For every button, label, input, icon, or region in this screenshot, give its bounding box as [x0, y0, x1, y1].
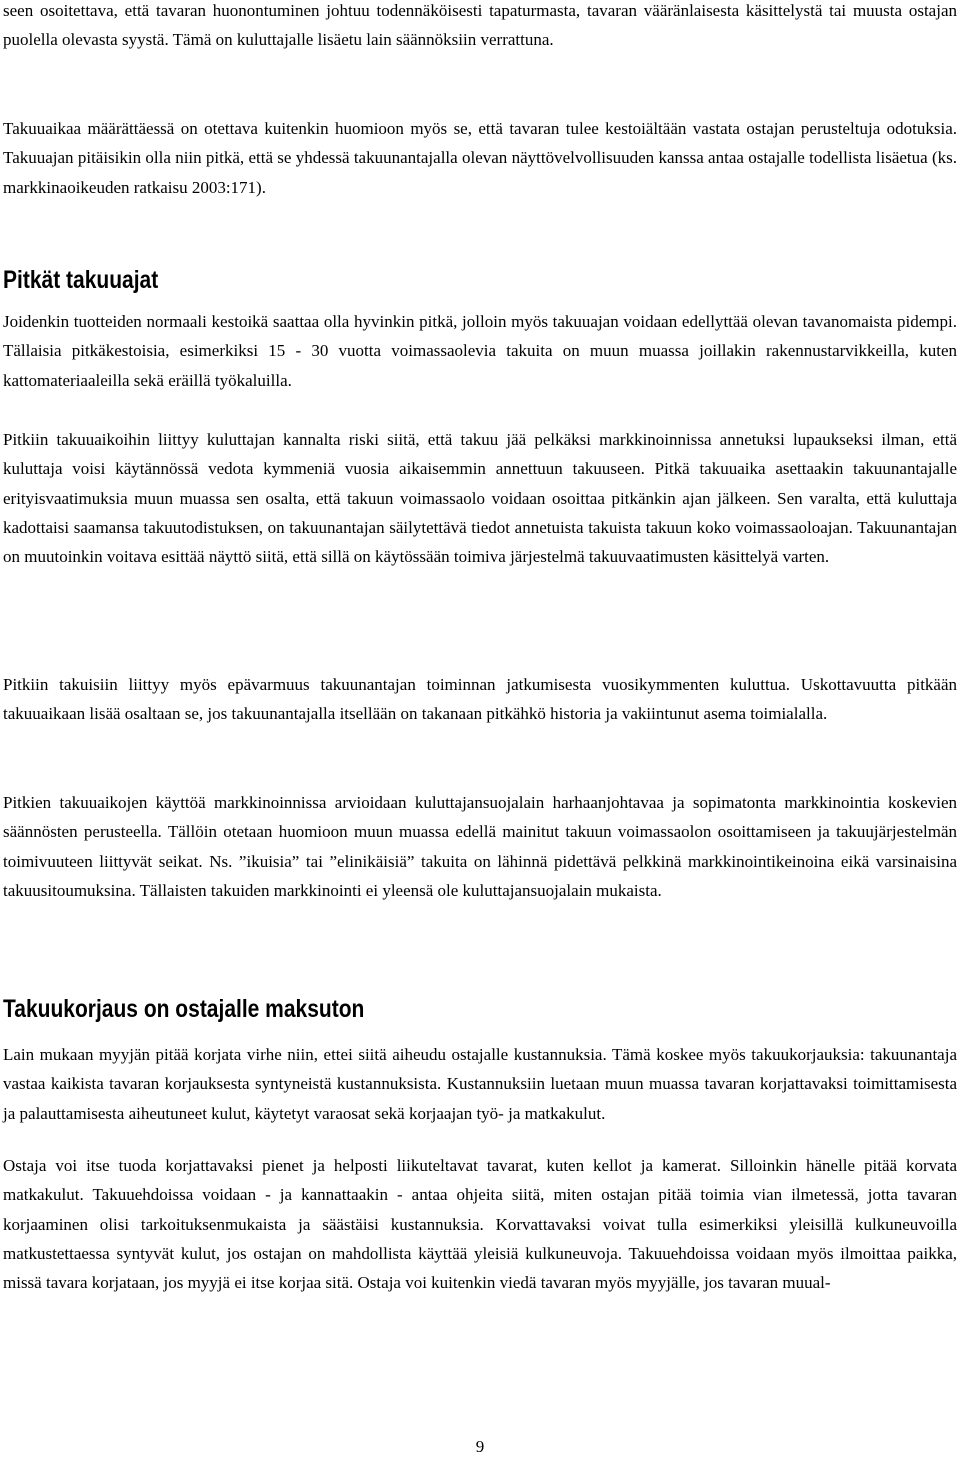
sentence: Tällöin otetaan huomioon muun muassa edellä mainitut takuun voimassaolon osoittamiseen ja takuujärjestelmän toimivuuteen liittyvät seikat. [3, 822, 958, 871]
page-number: 9 [475, 1437, 485, 1456]
paragraph-marketing-assessment [3, 788, 957, 905]
sentence: Takuunantajan on muutoinkin voitava esittää näyttö siitä, että sillä on käytössään toimiva järjestelmä takuuvaatimusten käsittelyä varten. [3, 517, 957, 567]
sentence: Lain mukaan myyjän pitää korjata virhe niin, ettei siitä aiheudu ostajalle kustannuksia. [3, 1045, 607, 1064]
sentence: Ostaja voi itse tuoda korjattavaksi pienet ja helposti liikuteltavat tavarat, kuten kellot ja kamerat. [3, 1156, 721, 1175]
sentence: Tällaisten takuiden markkinointi ei yleensä ole kuluttajansuojalain mukaista. [139, 880, 662, 900]
sentence: Pitkä takuuaika asettaakin takuunantajalle erityisvaatimuksia muun muassa sen osalta, että takuun voimassaolo voidaan osoittaa pitkänkin ajan jälkeen. [3, 459, 957, 508]
section-heading-long-warranties: Pitkät takuuajat [3, 266, 159, 294]
sentence: Takuuehdoissa voidaan myös ilmoittaa paikka, missä tavara korjataan, jos myyjä ei itse korjaa sitä. [3, 1243, 957, 1293]
sentence: Takuuajan pitäisikin olla niin pitkä, että se yhdessä takuunantajalla olevan näyttövelvollisuuden kanssa antaa ostajalle todellista lisäetua (ks. markkinaoikeuden ratkaisu 2003:171). [3, 148, 957, 197]
paragraph-bringing-for-repair [3, 1151, 957, 1297]
sentence: Sen varalta, että kuluttaja kadottaisi saamansa takuutodistuksen, on takuunantajan säilytettävä tiedot annetuista takuista takuun koko voimassaoloajan. [3, 488, 957, 537]
sentence: Ns. ”ikuisia” tai ”elinikäisiä” takuita on lähinnä pidettävä pelkkinä markkinointikeinoina eikä varsinaisina takuusitoumuksina. [3, 851, 958, 900]
sentence: Pitkiin takuisiin liittyy myös epävarmuus takuunantajan toiminnan jatkumisesta vuosikymmenten kuluttua. [3, 675, 790, 694]
sentence: Joidenkin tuotteiden normaali kestoikä saattaa olla hyvinkin pitkä, jolloin myös takuuajan voidaan edellyttää olevan tavanomaista pidempi. [3, 312, 957, 331]
section-heading-free-repair: Takuukorjaus on ostajalle maksuton [3, 995, 365, 1023]
sentence: Tämä on kuluttajalle lisäetu lain säännöksiin verrattuna. [172, 30, 554, 50]
sentence: Kustannuksiin luetaan muun muassa tavaran korjattavaksi toimittamisesta ja palauttamisesta aiheutuneet kulut, käytetyt varaosat sekä korjaajan työ- ja matkakulut. [3, 1074, 958, 1123]
paragraph-repair-costs [3, 1040, 957, 1128]
sentence: Ostaja voi kuitenkin viedä tavaran myös myyjälle, jos tavaran muual- [357, 1273, 831, 1293]
sentence: Uskottavuutta pitkään takuuaikaan lisää osaltaan se, jos takuunantajalla itsellään on takanaan pitkähkö historia ja vakiintunut asema toimialalla. [3, 675, 958, 724]
sentence: Silloinkin hänelle pitää korvata matkakulut. [3, 1156, 957, 1205]
sentence: Tämä koskee myös takuukorjauksia: takuunantaja vastaa kaikista tavaran korjauksesta syntyneistä kustannuksista. [3, 1045, 957, 1094]
sentence: Pitkiin takuuaikoihin liittyy kuluttajan kannalta riski siitä, että takuu jää pelkäksi markkinoinnissa annetuksi lupaukseksi ilman, että kuluttaja voisi käytännössä vedota kymmeniä vuosia aikaisemmin annettuun takuuseen. [3, 430, 957, 479]
sentence: seen osoitettava, että tavaran huonontuminen johtuu todennäköisesti tapaturmasta, tavaran vääränlaisesta käsittelystä tai muusta ostajan puolella olevasta syystä. [3, 1, 957, 50]
paragraph-warranty-duration [3, 114, 957, 202]
sentence: Takuuaikaa määrättäessä on otettava kuitenkin huomioon myös se, että tavaran tulee kestoiältään vastata ostajan perusteltuja odotuksia. [3, 119, 957, 138]
sentence: Pitkien takuuaikojen käyttöä markkinoinnissa arvioidaan kuluttajansuojalain harhaanjohtavaa ja sopimatonta markkinointia koskevien säännösten perusteella. [3, 793, 957, 842]
paragraph-long-lifespan [3, 307, 957, 395]
sentence: Korvattavaksi voivat tulla esimerkiksi yleisillä kulkuneuvoilla matkustettaessa syntyvät kulut, jos ostajan on mahdollista käyttää yleisiä kulkuneuvoja. [3, 1214, 958, 1263]
paragraph-continuation [3, 0, 957, 55]
sentence: Tällaisia pitkäkestoisia, esimerkiksi 15 - 30 vuotta voimassaolevia takuita on muun muassa joillakin rakennustarvikkeilla, kuten kattomateriaaleilla sekä eräillä työkaluilla. [3, 341, 957, 390]
sentence: Takuuehdoissa voidaan - ja kannattaakin - antaa ohjeita siitä, miten ostajan pitää toimia vian ilmetessä, jotta tavaran korjaaminen olisi tarkoituksenmukaista ja säästäisi kustannuksia. [3, 1185, 957, 1234]
paragraph-warrantor-uncertainty [3, 670, 957, 729]
paragraph-long-warranty-risk [3, 425, 957, 571]
